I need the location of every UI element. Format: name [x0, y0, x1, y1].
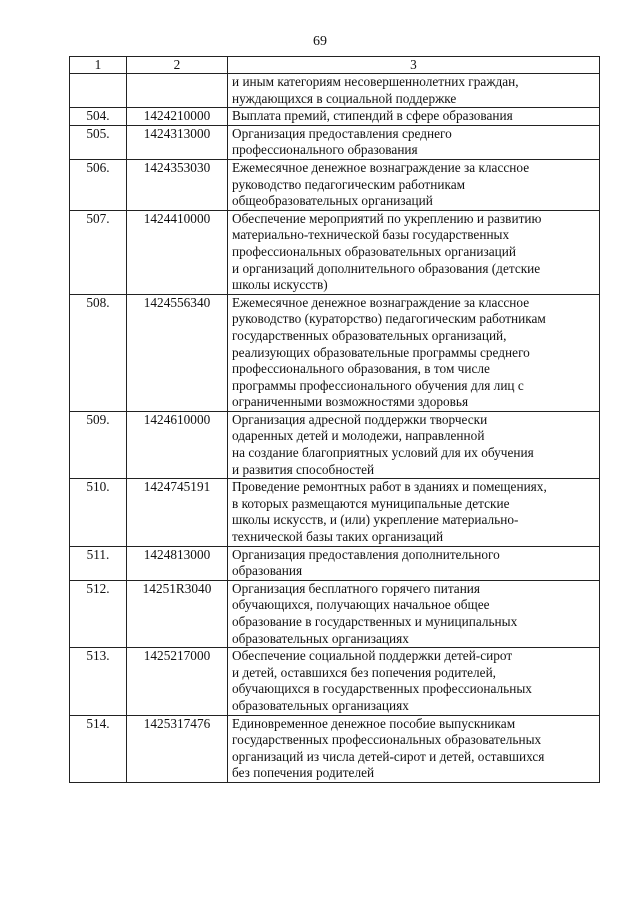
row-description: Обеспечение социальной поддержки детей-сирот и детей, оставшихся без попечения родителей, обучающихся в государственных профессиональных образовательных организациях: [228, 648, 600, 715]
row-number: 505.: [70, 125, 127, 159]
table-row: [70, 159, 600, 210]
row-code: [127, 74, 228, 108]
row-description: Ежемесячное денежное вознаграждение за классное руководство педагогическим работникам общеобразовательных организаций: [228, 159, 600, 210]
table-row: [70, 479, 600, 546]
row-number: 506.: [70, 159, 127, 210]
table-row: [70, 546, 600, 580]
page-number: 69: [313, 34, 327, 49]
row-number: 509.: [70, 411, 127, 478]
row-description: Организация бесплатного горячего питания обучающихся, получающих начальное общее образование в государственных и муниципальных образовательных организациях: [228, 580, 600, 647]
row-description: Выплата премий, стипендий в сфере образования: [228, 108, 600, 126]
table-header-row: [70, 57, 600, 74]
row-description: Организация предоставления дополнительного образования: [228, 546, 600, 580]
table-row: [70, 715, 600, 782]
row-code: 1424745191: [127, 479, 228, 546]
row-number: 514.: [70, 715, 127, 782]
budget-classification-table: [69, 56, 600, 783]
table-row: [70, 108, 600, 126]
row-code: 1425217000: [127, 648, 228, 715]
row-number: 512.: [70, 580, 127, 647]
row-description: Обеспечение мероприятий по укреплению и развитию материально-технической базы государственных профессиональных образовательных организаций и организаций дополнительного образования (детские школы искусств): [228, 210, 600, 294]
header-cell-1: 1: [70, 57, 127, 74]
header-cell-2: 2: [127, 57, 228, 74]
row-code: 14251R3040: [127, 580, 228, 647]
row-code: 1424410000: [127, 210, 228, 294]
row-number: 507.: [70, 210, 127, 294]
table-row: [70, 125, 600, 159]
row-number: [70, 74, 127, 108]
header-cell-3: 3: [228, 57, 600, 74]
table-row: [70, 294, 600, 411]
row-code: 1424353030: [127, 159, 228, 210]
table-row: [70, 210, 600, 294]
row-number: 513.: [70, 648, 127, 715]
row-description: Ежемесячное денежное вознаграждение за классное руководство (кураторство) педагогическим работникам государственных образовательных организаций, реализующих образовательные программы среднего профессионального образования, в том числе программы профессионального обучения для лиц с ограниченными возможностями здоровья: [228, 294, 600, 411]
table-row: [70, 411, 600, 478]
row-code: 1424556340: [127, 294, 228, 411]
table-row: [70, 648, 600, 715]
row-code: 1424610000: [127, 411, 228, 478]
row-description: Организация предоставления среднего профессионального образования: [228, 125, 600, 159]
row-description: Единовременное денежное пособие выпускникам государственных профессиональных образовательных организаций из числа детей-сирот и детей, оставшихся без попечения родителей: [228, 715, 600, 782]
row-code: 1424313000: [127, 125, 228, 159]
row-code: 1424210000: [127, 108, 228, 126]
table-row: [70, 74, 600, 108]
row-code: 1425317476: [127, 715, 228, 782]
table-row: [70, 580, 600, 647]
row-description: Проведение ремонтных работ в зданиях и помещениях, в которых размещаются муниципальные детские школы искусств, и (или) укрепление материально- технической базы таких организаций: [228, 479, 600, 546]
row-description: Организация адресной поддержки творчески одаренных детей и молодежи, направленной на создание благоприятных условий для их обучения и развития способностей: [228, 411, 600, 478]
row-number: 508.: [70, 294, 127, 411]
row-number: 504.: [70, 108, 127, 126]
row-number: 511.: [70, 546, 127, 580]
row-code: 1424813000: [127, 546, 228, 580]
row-description: и иным категориям несовершеннолетних граждан, нуждающихся в социальной поддержке: [228, 74, 600, 108]
row-number: 510.: [70, 479, 127, 546]
